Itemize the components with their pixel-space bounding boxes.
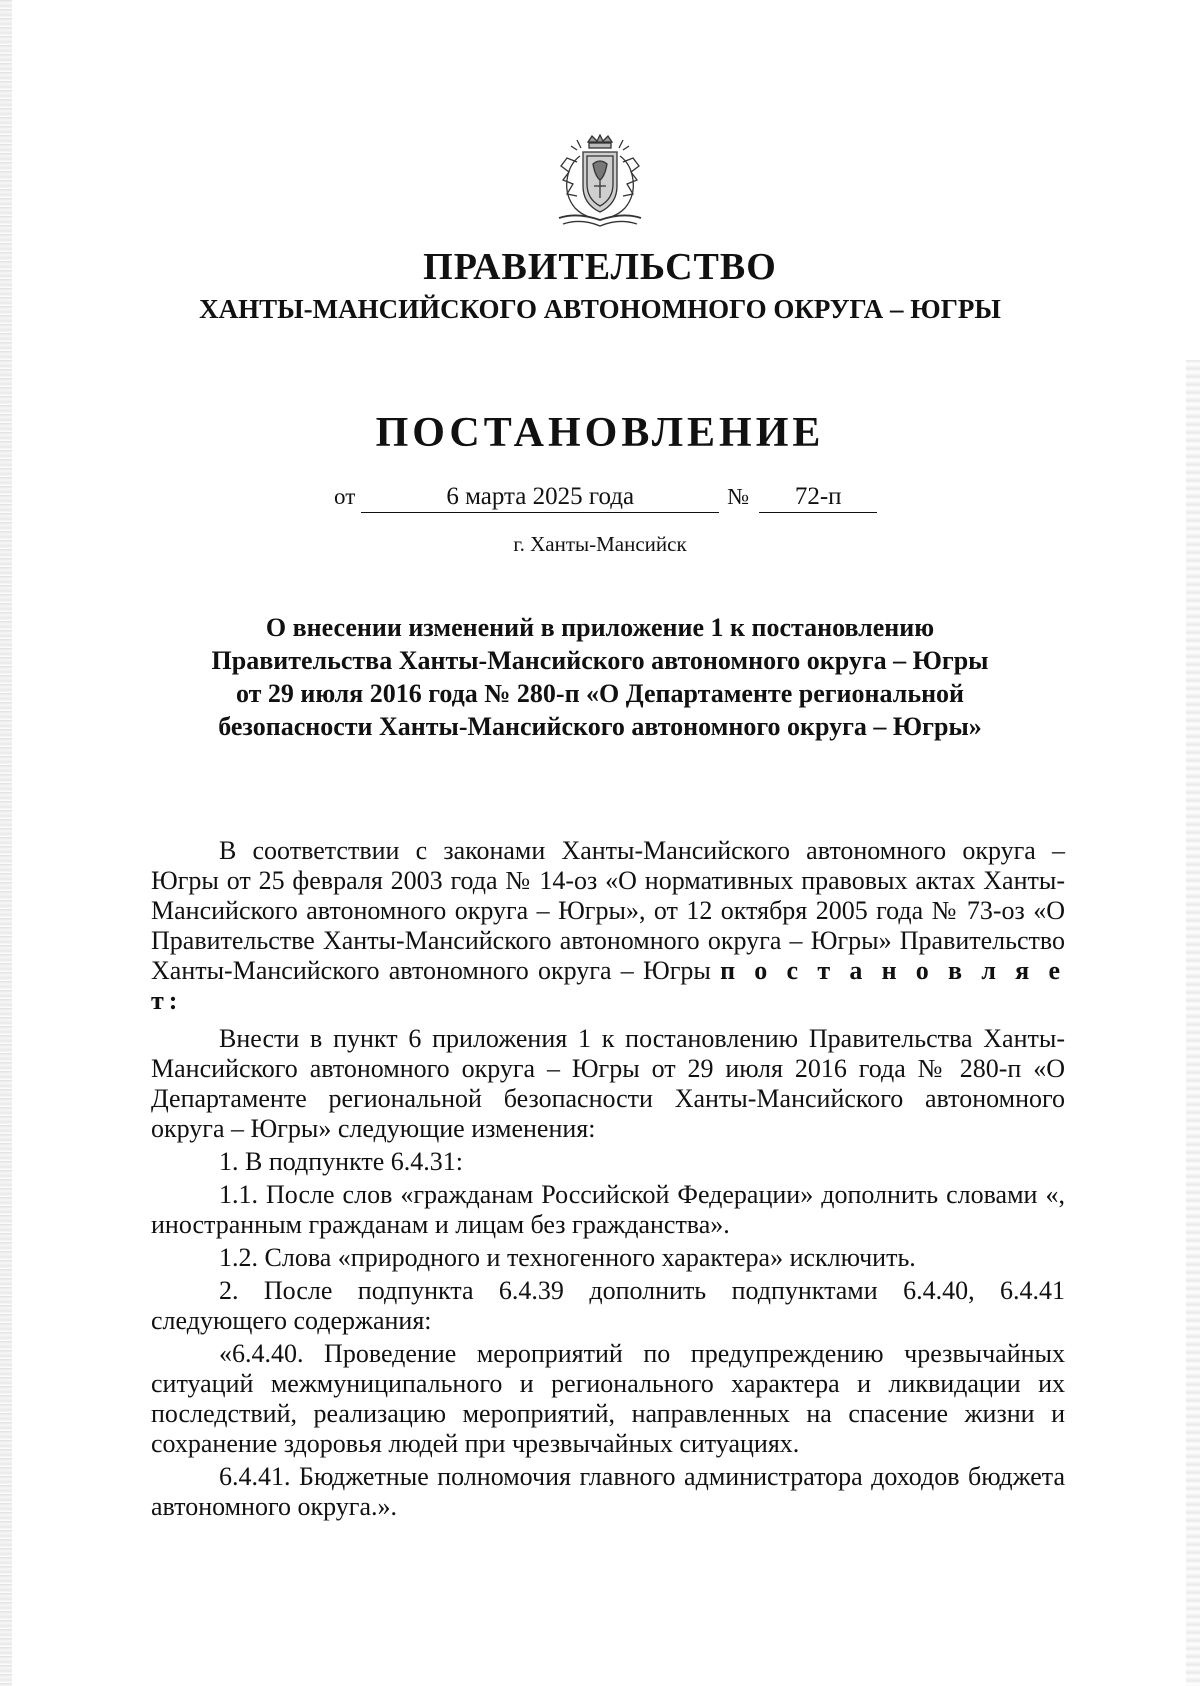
paragraph-item-1: 1. В подпункте 6.4.31: [219,1147,463,1176]
preamble-paragraph [151,836,1065,1016]
paragraph-6-4-40: «6.4.40. Проведение мероприятий по предупреждению чрезвычайных ситуаций межмуниципального и регионального характера и ликвидации их последствий, реализацию мероприятий, направленных на спасение жизни и сохранение здоровья людей при чрезвычайных ситуациях. [151,1339,1065,1458]
heading-line: О внесении изменений в приложение 1 к постановлению [265,613,935,642]
coat-of-arms-emblem-icon [547,134,653,234]
heading-line: от 29 июля 2016 года № 280-п «О Департаменте региональной [235,679,965,708]
heading-line: Правительства Ханты-Мансийского автономного округа – Югры [211,646,989,675]
document-heading [150,611,1050,743]
document-type: ПОСТАНОВЛЕНИЕ [375,410,825,456]
amendments-block [151,1024,1065,1525]
preamble-text: В соответствии с законами Ханты-Мансийского автономного округа – Югры от 25 февраля 2003 года № 14-оз «О нормативных правовых актах Ханты-Мансийского автономного округа – Югры», от 12 октября 2005 года № 73-оз «О Правительстве Ханты-Мансийского автономного округа – Югры» Правительство Ханты-Мансийского автономного округа – Югры [151,836,1065,985]
paragraph-6-4-41: 6.4.41. Бюджетные полномочия главного администратора доходов бюджета автономного округа.». [151,1462,1065,1521]
heading-line: безопасности Ханты-Мансийского автономного округа – Югры» [218,712,982,741]
city-line: г. Ханты-Мансийск [513,532,687,556]
scan-edge-right [1186,360,1200,1686]
government-title: ПРАВИТЕЛЬСТВО [423,246,777,288]
decree-word: п о с т а н о в л я е т: [151,956,1065,1015]
region-subtitle: ХАНТЫ-МАНСИЙСКОГО АВТОНОМНОГО ОКРУГА – ЮГРЫ [199,294,1001,324]
document-date: 6 марта 2025 года [361,482,719,513]
date-number-line [334,482,877,516]
document-number: 72-п [759,482,877,513]
paragraph-item-1-2: 1.2. Слова «природного и техногенного характера» исключить. [219,1243,916,1272]
paragraph-item-2: 2. После подпункта 6.4.39 дополнить подпунктами 6.4.40, 6.4.41 следующего содержания: [151,1276,1065,1335]
date-label: от [334,484,356,509]
paragraph-intro: Внести в пункт 6 приложения 1 к постановлению Правительства Ханты-Мансийского автономного округа – Югры от 29 июля 2016 года № 280-п «О Департаменте региональной безопасности Ханты-Мансийского автономного округа – Югры» следующие изменения: [151,1024,1065,1143]
paragraph-item-1-1: 1.1. После слов «гражданам Российской Федерации» дополнить словами «, иностранным гражданам и лицам без гражданства». [151,1180,1065,1239]
preamble-block [151,836,1065,1016]
number-label: № [727,484,750,509]
